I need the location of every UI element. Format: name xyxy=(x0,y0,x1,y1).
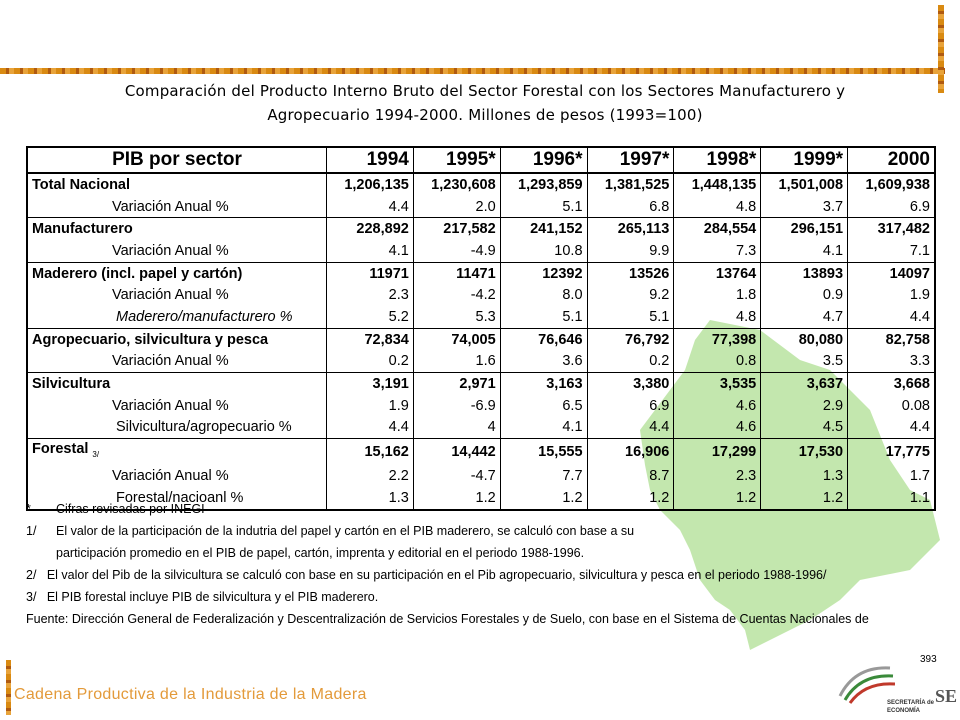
row-label-cell xyxy=(27,196,327,218)
row-label-cell xyxy=(27,328,327,350)
table-row xyxy=(27,196,935,218)
value-cell: 296,151 xyxy=(761,218,848,240)
row-label: Variación Anual % xyxy=(112,198,229,215)
value-cell: 0.2 xyxy=(587,351,674,373)
value-cell: 6.8 xyxy=(587,196,674,218)
logo-text-secretaria: SECRETARÍA de xyxy=(887,700,935,706)
value-cell: 4.6 xyxy=(674,417,761,439)
bottom-left-decorative-rule xyxy=(6,660,11,715)
row-label: Silvicultura xyxy=(32,376,111,393)
value-cell: 1.3 xyxy=(327,487,414,510)
table-row xyxy=(27,465,935,487)
value-cell: 1,293,859 xyxy=(500,173,587,196)
row-label: Agropecuario, silvicultura y pesca xyxy=(32,331,269,348)
value-cell: 1.8 xyxy=(674,284,761,306)
value-cell: 1,381,525 xyxy=(587,173,674,196)
value-cell: 3,380 xyxy=(587,373,674,395)
value-cell: 2.2 xyxy=(327,465,414,487)
value-cell: 4.6 xyxy=(674,395,761,417)
value-cell: 1.6 xyxy=(413,351,500,373)
value-cell: 11971 xyxy=(327,262,414,284)
header-cell-1998: 1998* xyxy=(674,147,761,173)
value-cell: 13893 xyxy=(761,262,848,284)
row-label-cell xyxy=(27,373,327,395)
value-cell: -6.9 xyxy=(413,395,500,417)
value-cell: 1.2 xyxy=(761,487,848,510)
value-cell: 2.0 xyxy=(413,196,500,218)
header-cell-sector: PIB por sector xyxy=(27,147,327,173)
note-revised xyxy=(26,499,946,521)
table-row xyxy=(27,240,935,262)
header-cell-1999: 1999* xyxy=(761,147,848,173)
value-cell: 3,163 xyxy=(500,373,587,395)
header-cell-1995: 1995* xyxy=(413,147,500,173)
value-cell: 17,775 xyxy=(848,439,935,466)
value-cell: 11471 xyxy=(413,262,500,284)
value-cell: 0.9 xyxy=(761,284,848,306)
value-cell: -4.7 xyxy=(413,465,500,487)
row-label: Variación Anual % xyxy=(112,468,229,485)
value-cell: 0.2 xyxy=(327,351,414,373)
value-cell: 8.0 xyxy=(500,284,587,306)
value-cell: 12392 xyxy=(500,262,587,284)
value-cell: 17,530 xyxy=(761,439,848,466)
value-cell: 4.8 xyxy=(674,196,761,218)
value-cell: 1.2 xyxy=(500,487,587,510)
value-cell: 9.2 xyxy=(587,284,674,306)
value-cell: 3.5 xyxy=(761,351,848,373)
row-label-cell xyxy=(27,173,327,196)
value-cell: 13764 xyxy=(674,262,761,284)
value-cell: -4.2 xyxy=(413,284,500,306)
value-cell: 3,191 xyxy=(327,373,414,395)
value-cell: 14097 xyxy=(848,262,935,284)
value-cell: 241,152 xyxy=(500,218,587,240)
note-text: Cifras revisadas por INEGI xyxy=(56,502,205,516)
value-cell: 1,206,135 xyxy=(327,173,414,196)
note-text: El valor de la participación de la indutria del papel y cartón en el PIB maderero, se calculó con base a su xyxy=(56,524,635,538)
value-cell: 284,554 xyxy=(674,218,761,240)
table-row xyxy=(27,306,935,328)
eagle-emblem-icon xyxy=(835,656,895,704)
row-label-cell xyxy=(27,439,327,466)
value-cell: 14,442 xyxy=(413,439,500,466)
row-label: Variación Anual % xyxy=(112,397,229,414)
value-cell: 4.5 xyxy=(761,417,848,439)
value-cell: 7.1 xyxy=(848,240,935,262)
row-label: Total Nacional xyxy=(32,176,131,193)
table-row xyxy=(27,262,935,284)
value-cell: 5.3 xyxy=(413,306,500,328)
value-cell: 6.9 xyxy=(587,395,674,417)
value-cell: 5.1 xyxy=(500,306,587,328)
value-cell: 1,230,608 xyxy=(413,173,500,196)
page-number: 393 xyxy=(920,654,937,665)
value-cell: 1.7 xyxy=(848,465,935,487)
value-cell: 17,299 xyxy=(674,439,761,466)
value-cell: 1,448,135 xyxy=(674,173,761,196)
value-cell: -4.9 xyxy=(413,240,500,262)
value-cell: 16,906 xyxy=(587,439,674,466)
table-row xyxy=(27,284,935,306)
page-title-line-2: Agropecuario 1994-2000. Millones de pesos (1993=100) xyxy=(267,106,703,124)
value-cell: 74,005 xyxy=(413,328,500,350)
value-cell: 4.7 xyxy=(761,306,848,328)
value-cell: 4.1 xyxy=(761,240,848,262)
value-cell: 7.3 xyxy=(674,240,761,262)
value-cell: 1.2 xyxy=(674,487,761,510)
value-cell: 1,501,008 xyxy=(761,173,848,196)
value-cell: 76,646 xyxy=(500,328,587,350)
table-header-row xyxy=(27,147,935,173)
value-cell: 2.3 xyxy=(327,284,414,306)
footer-title: Cadena Productiva de la Industria de la Madera xyxy=(14,686,367,703)
note-1-continuation: participación promedio en el PIB de papel, cartón, imprenta y editorial en el periodo 1988-1996. xyxy=(56,546,585,560)
value-cell: 1.9 xyxy=(327,395,414,417)
table-row xyxy=(27,173,935,196)
value-cell: 4 xyxy=(413,417,500,439)
value-cell: 4.4 xyxy=(327,417,414,439)
value-cell: 4.1 xyxy=(500,417,587,439)
row-label-cell xyxy=(27,284,327,306)
logo-se-mark: SE xyxy=(935,686,958,706)
row-label-cell xyxy=(27,306,327,328)
value-cell: 13526 xyxy=(587,262,674,284)
page-title-line-1: Comparación del Producto Interno Bruto del Sector Forestal con los Sectores Manufacturero y xyxy=(124,82,846,100)
table-row xyxy=(27,351,935,373)
value-cell: 76,792 xyxy=(587,328,674,350)
table-notes xyxy=(26,499,946,631)
value-cell: 3.3 xyxy=(848,351,935,373)
value-cell: 4.4 xyxy=(848,306,935,328)
value-cell: 4.1 xyxy=(327,240,414,262)
value-cell: 77,398 xyxy=(674,328,761,350)
top-decorative-rule xyxy=(0,68,945,74)
value-cell: 0.8 xyxy=(674,351,761,373)
row-label: Variación Anual % xyxy=(112,287,229,304)
value-cell: 8.7 xyxy=(587,465,674,487)
table-row xyxy=(27,328,935,350)
value-cell: 3.7 xyxy=(761,196,848,218)
value-cell: 7.7 xyxy=(500,465,587,487)
value-cell: 317,482 xyxy=(848,218,935,240)
value-cell: 3.6 xyxy=(500,351,587,373)
row-label: Manufacturero xyxy=(32,221,133,238)
header-cell-1997: 1997* xyxy=(587,147,674,173)
note-1 xyxy=(26,521,946,543)
row-label-cell xyxy=(27,351,327,373)
value-cell: 5.1 xyxy=(587,306,674,328)
row-label-cell xyxy=(27,262,327,284)
value-cell: 10.8 xyxy=(500,240,587,262)
table-row xyxy=(27,218,935,240)
value-cell: 1.2 xyxy=(413,487,500,510)
value-cell: 1.2 xyxy=(587,487,674,510)
row-label: Forestal/nacioanl % xyxy=(116,489,244,506)
value-cell: 2.9 xyxy=(761,395,848,417)
value-cell: 2,971 xyxy=(413,373,500,395)
secretaria-economia-logo xyxy=(835,656,960,720)
value-cell: 4.4 xyxy=(848,417,935,439)
row-label-cell xyxy=(27,240,327,262)
table-row xyxy=(27,395,935,417)
value-cell: 0.08 xyxy=(848,395,935,417)
row-label-cell xyxy=(27,218,327,240)
value-cell: 4.8 xyxy=(674,306,761,328)
note-source: Fuente: Dirección General de Federalización y Descentralización de Servicios Forestales y de Suelo, con base en el Sistema de Cuentas Nacionales de xyxy=(26,612,869,626)
table-row xyxy=(27,417,935,439)
value-cell: 6.9 xyxy=(848,196,935,218)
row-label-cell xyxy=(27,395,327,417)
value-cell: 5.1 xyxy=(500,196,587,218)
value-cell: 15,555 xyxy=(500,439,587,466)
header-cell-1994: 1994 xyxy=(327,147,414,173)
value-cell: 4.4 xyxy=(327,196,414,218)
header-cell-2000: 2000 xyxy=(848,147,935,173)
value-cell: 1,609,938 xyxy=(848,173,935,196)
value-cell: 9.9 xyxy=(587,240,674,262)
value-cell: 1.3 xyxy=(761,465,848,487)
row-label-cell xyxy=(27,417,327,439)
value-cell: 3,668 xyxy=(848,373,935,395)
header-cell-1996: 1996* xyxy=(500,147,587,173)
value-cell: 1.9 xyxy=(848,284,935,306)
value-cell: 82,758 xyxy=(848,328,935,350)
value-cell: 265,113 xyxy=(587,218,674,240)
value-cell: 228,892 xyxy=(327,218,414,240)
value-cell: 3,535 xyxy=(674,373,761,395)
row-label: Maderero/manufacturero % xyxy=(116,308,293,325)
pib-by-sector-table xyxy=(26,146,936,511)
note-mark: * xyxy=(26,502,31,516)
value-cell: 5.2 xyxy=(327,306,414,328)
row-label: Silvicultura/agropecuario % xyxy=(116,419,292,436)
row-label: Variación Anual % xyxy=(112,242,229,259)
value-cell: 15,162 xyxy=(327,439,414,466)
right-decorative-rule xyxy=(938,5,944,93)
table-row xyxy=(27,439,935,466)
footnote-reference: 3/ xyxy=(92,450,100,460)
row-label: Variación Anual % xyxy=(112,353,229,370)
value-cell: 80,080 xyxy=(761,328,848,350)
value-cell: 2.3 xyxy=(674,465,761,487)
note-3: 3/ El PIB forestal incluye PIB de silvicultura y el PIB maderero. xyxy=(26,590,379,604)
note-2: 2/ El valor del Pib de la silvicultura se calculó con base en su participación en el Pib agropecuario, silvicultura y pesca en el periodo 1988-1996/ xyxy=(26,568,827,582)
value-cell: 4.4 xyxy=(587,417,674,439)
logo-text-economia: ECONOMÍA xyxy=(887,708,920,714)
value-cell: 1.1 xyxy=(848,487,935,510)
note-mark: 1/ xyxy=(26,524,37,538)
row-label: Forestal xyxy=(32,441,89,458)
value-cell: 3,637 xyxy=(761,373,848,395)
value-cell: 72,834 xyxy=(327,328,414,350)
value-cell: 217,582 xyxy=(413,218,500,240)
row-label-cell xyxy=(27,465,327,487)
row-label: Maderero (incl. papel y cartón) xyxy=(32,265,243,282)
value-cell: 6.5 xyxy=(500,395,587,417)
table-row xyxy=(27,373,935,395)
